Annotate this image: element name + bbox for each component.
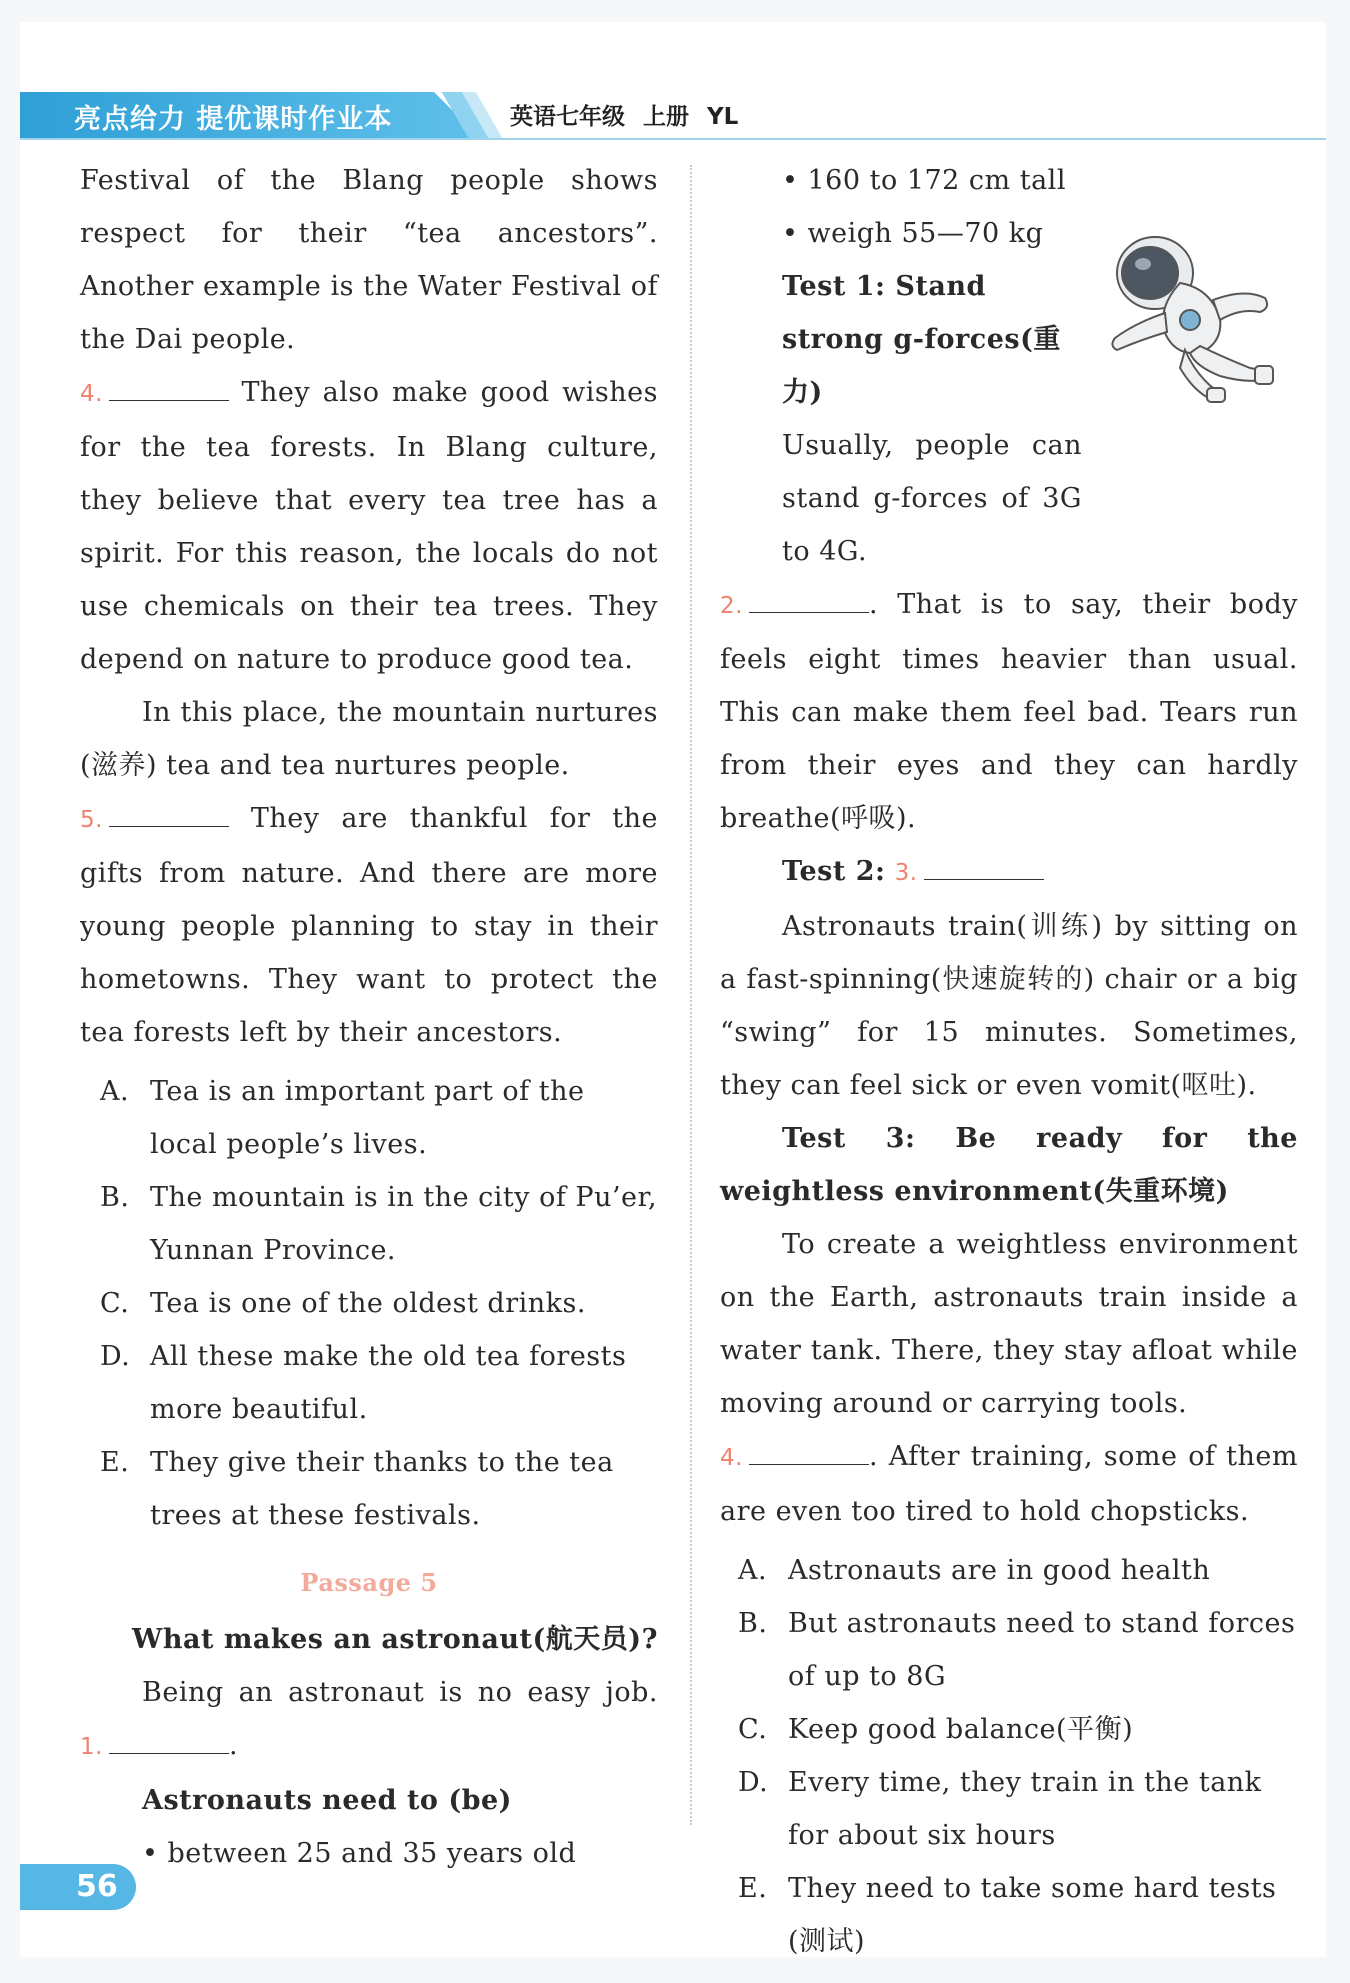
paragraph: Astronauts train(训练) by sitting on a fast-spinning(快速旋转的) chair or a big “swing” for 15 minutes. Sometimes, they can feel sick or even vomit(呕吐). [720, 911, 1298, 1101]
option-letter: B. [738, 1608, 768, 1639]
header-rule [20, 138, 1326, 140]
right-column [720, 154, 1298, 1968]
question-number: 4. [720, 1445, 743, 1471]
paragraph-text: Usually, people can stand g-forces of 3G to 4G. [782, 430, 1082, 567]
options-list [720, 1544, 1298, 1968]
answer-blank[interactable] [109, 370, 229, 401]
option-text: Keep good balance(平衡) [788, 1714, 1134, 1745]
option-item [80, 1436, 658, 1542]
option-letter: E. [100, 1447, 130, 1478]
option-item [720, 1544, 1298, 1597]
option-letter: C. [738, 1714, 768, 1745]
answer-blank[interactable] [109, 796, 229, 827]
paragraph: 4. . After training, some of them are even too tired to hold chopsticks. [720, 1430, 1298, 1538]
answer-blank[interactable] [749, 582, 869, 613]
test-title: Test 1: Stand strong g-forces(重力) [782, 271, 1061, 408]
option-text: The mountain is in the city of Pu’er, Yunnan Province. [150, 1182, 658, 1266]
header-course: 英语七年级 上册 YL [510, 104, 739, 130]
paragraph: Being an astronaut is no easy job. 1. . [80, 1677, 658, 1761]
option-item [80, 1171, 658, 1277]
option-letter: D. [738, 1767, 769, 1798]
option-letter: B. [100, 1182, 130, 1213]
paragraph-text: That is to say, their body feels eight times heavier than usual. This can make them feel bad. Tears run from their eyes and they can hardly breathe(呼吸). [720, 589, 1298, 834]
passage-title: Passage 5 [300, 1568, 438, 1597]
options-list [80, 1065, 658, 1542]
option-text: Tea is an important part of the local people’s lives. [150, 1076, 585, 1160]
question-number: 4. [80, 381, 103, 407]
test-line [720, 845, 1298, 900]
option-item [80, 1330, 658, 1436]
test-title: Test 2: [782, 856, 886, 887]
answer-blank[interactable] [924, 849, 1044, 880]
option-text: Astronauts are in good health [788, 1555, 1211, 1586]
paragraph-text: They are thankful for the gifts from nature. And there are more young people planning to stay in their hometowns. They want to protect the tea forests left by their ancestors. [80, 803, 658, 1048]
option-text: They give their thanks to the tea trees at these festivals. [150, 1447, 614, 1531]
page-number-badge: 56 [20, 1864, 136, 1910]
option-letter: A. [100, 1076, 130, 1107]
option-text: Every time, they train in the tank for about six hours [788, 1767, 1262, 1851]
question-number: 2. [720, 593, 743, 619]
answer-blank[interactable] [749, 1434, 869, 1465]
paragraph-text: They also make good wishes for the tea forests. In Blang culture, they believe that every tea tree has a spirit. For this reason, the locals do not use chemicals on their tea trees. They depend on nature to produce good tea. [80, 377, 658, 675]
bullet-item: • weigh 55—70 kg [782, 218, 1044, 249]
left-column [80, 154, 658, 1880]
paragraph: 2. . That is to say, their body feels eight times heavier than usual. This can make them feel bad. Tears run from their eyes and they can hardly breathe(呼吸). [720, 578, 1298, 845]
header-brand: 亮点给力 提优课时作业本 [74, 104, 393, 135]
option-item [80, 1277, 658, 1330]
paragraph [80, 792, 658, 1059]
question-title: What makes an astronaut(航天员)? [132, 1624, 658, 1655]
option-item [720, 1756, 1298, 1862]
need-title: Astronauts need to (be) [142, 1785, 512, 1816]
option-letter: D. [100, 1341, 131, 1372]
option-text: Tea is one of the oldest drinks. [150, 1288, 586, 1319]
astronaut-illustration [1095, 228, 1290, 408]
option-letter: E. [738, 1873, 768, 1904]
paragraph-text: Being an astronaut is no easy job. [142, 1677, 658, 1708]
option-item [720, 1597, 1298, 1703]
option-letter: C. [100, 1288, 130, 1319]
bullet-item: • 160 to 172 cm tall [782, 165, 1066, 196]
option-item [80, 1065, 658, 1171]
paragraph-text: After training, some of them are even too tired to hold chopsticks. [720, 1441, 1298, 1527]
paragraph: Festival of the Blang people shows respect for their “tea ancestors”. Another example is the Water Festival of the Dai people. [80, 165, 658, 355]
option-letter: A. [738, 1555, 768, 1586]
question-number: 3. [894, 860, 918, 886]
option-item [720, 1862, 1298, 1968]
option-text: But astronauts need to stand forces of up to 8G [788, 1608, 1296, 1692]
paragraph [80, 366, 658, 686]
paragraph: In this place, the mountain nurtures (滋养) tea and tea nurtures people. [80, 697, 658, 781]
answer-blank[interactable] [109, 1723, 229, 1754]
option-item [720, 1703, 1298, 1756]
question-number: 5. [80, 807, 103, 833]
bullet-item: • between 25 and 35 years old [142, 1838, 577, 1869]
test-title: Test 3: Be ready for the weightless environment(失重环境) [720, 1123, 1298, 1207]
paragraph: To create a weightless environment on the Earth, astronauts train inside a water tank. There, they stay afloat while moving around or carrying tools. [720, 1229, 1298, 1419]
option-text: They need to take some hard tests (测试) [788, 1873, 1277, 1957]
column-divider [690, 165, 692, 1825]
option-text: All these make the old tea forests more beautiful. [150, 1341, 627, 1425]
question-number: 1. [80, 1734, 103, 1760]
